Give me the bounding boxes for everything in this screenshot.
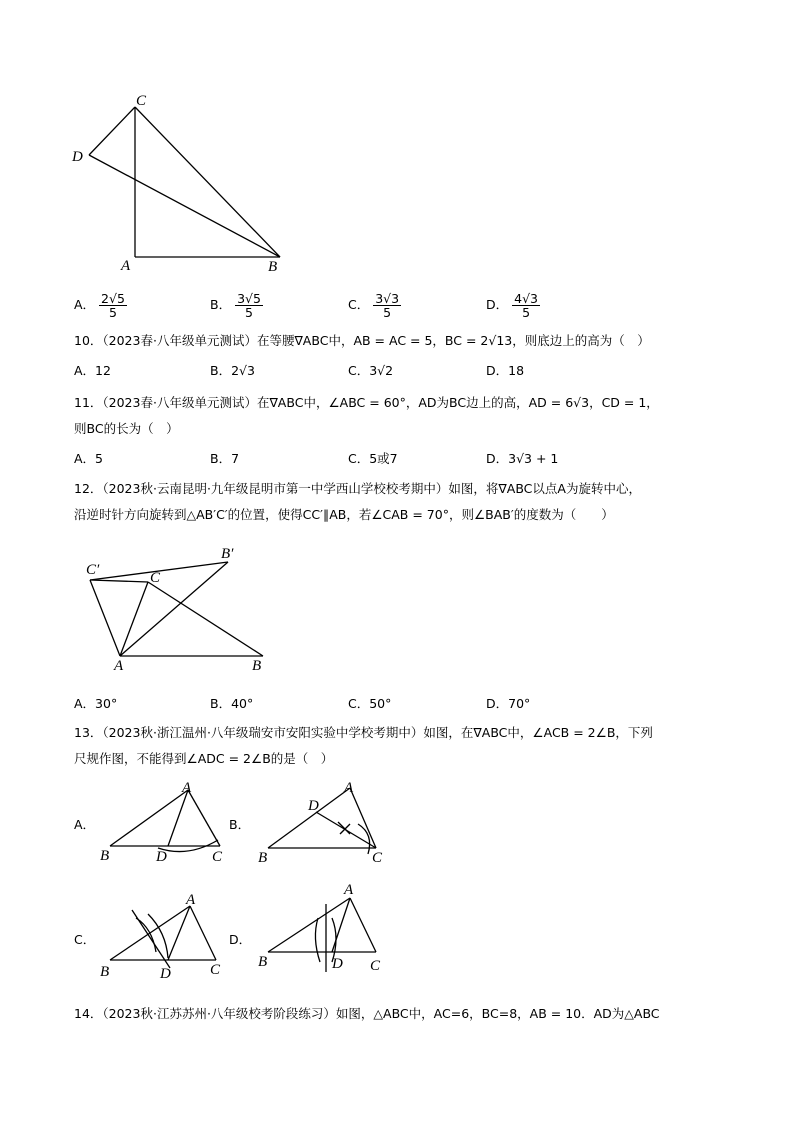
label-c: C (212, 849, 223, 865)
q9-option-a[interactable] (74, 292, 127, 319)
q9-option-d[interactable] (486, 292, 540, 319)
q12-stem-line1: 12．（2023秋·云南昆明·九年级昆明市第一中学西山学校校考期中）如图，将∇ABC以点A为旋转中心， (74, 481, 641, 496)
q9-option-b[interactable] (210, 292, 263, 319)
q9-option-c[interactable] (348, 292, 401, 319)
label-d: D (160, 966, 171, 982)
q13-option-d-letter[interactable]: D． (229, 932, 252, 947)
q9-option-d-letter: D． (486, 297, 509, 312)
label-b-prime: B′ (221, 546, 234, 562)
q12-option-d[interactable]: D．70° (486, 696, 531, 711)
label-c: C (372, 850, 383, 866)
q13-option-b-letter[interactable]: B． (229, 817, 251, 832)
label-a: A (186, 892, 196, 908)
label-c-prime: C′ (86, 562, 100, 578)
q13-option-c-letter[interactable]: C． (74, 932, 96, 947)
q9-option-b-letter: B． (210, 297, 232, 312)
q10-option-c[interactable]: C．3√2 (348, 363, 394, 378)
den: 5 (522, 305, 531, 320)
q9-option-b-frac (235, 292, 263, 319)
label-c: C (370, 958, 381, 974)
q13-stem-line2: 尺规作图，不能得到∠ADC = 2∠B的是（ ） (74, 751, 334, 766)
q12-stem-line2: 沿逆时针方向旋转到△AB′C′的位置，使得CC′∥AB，若∠CAB = 70°，则∠BAB′的度数为（ ） (74, 507, 614, 522)
q11-stem-line1: 11．（2023春·八年级单元测试）在∇ABC中，∠ABC = 60°，AD为BC边上的高，AD = 6√3，CD = 1， (74, 395, 659, 410)
q10-option-d[interactable]: D．18 (486, 363, 525, 378)
label-a: A (182, 780, 192, 796)
label-c: C (210, 962, 221, 978)
q9-option-c-frac (373, 292, 401, 319)
label-d: D (72, 149, 83, 165)
label-b: B (268, 259, 278, 275)
q9-option-a-frac (99, 292, 127, 319)
label-a: A (344, 780, 354, 796)
label-b: B (252, 658, 262, 674)
num: 3√5 (237, 291, 261, 306)
q12-option-c[interactable]: C．50° (348, 696, 392, 711)
q10-option-b[interactable]: B．2√3 (210, 363, 255, 378)
label-c: C (150, 570, 161, 586)
q13-stem-line1: 13．（2023秋·浙江温州·八年级瑞安市安阳实验中学校考期中）如图，在∇ABC中，∠ACB = 2∠B，下列 (74, 725, 653, 740)
q11-option-d[interactable]: D．3√3 + 1 (486, 451, 559, 466)
q12-option-a[interactable]: A．30° (74, 696, 118, 711)
q11-option-c[interactable]: C．5或7 (348, 451, 398, 466)
num: 2√5 (101, 291, 125, 306)
q13-figure-d[interactable] (254, 878, 394, 978)
q11-stem-line2: 则BC的长为（ ） (74, 421, 179, 436)
label-d: D (308, 798, 319, 814)
label-b: B (100, 964, 110, 980)
q11-option-b[interactable]: B．7 (210, 451, 240, 466)
q13-figure-a[interactable] (98, 776, 233, 868)
label-d: D (332, 956, 343, 972)
den: 5 (383, 305, 392, 320)
q13-figure-c[interactable] (96, 888, 236, 984)
den: 5 (245, 305, 253, 320)
den: 5 (109, 305, 117, 320)
q9-option-a-letter: A． (74, 297, 96, 312)
label-b: B (258, 850, 268, 866)
q12-option-b[interactable]: B．40° (210, 696, 254, 711)
label-b: B (258, 954, 268, 970)
q9-option-d-frac (512, 292, 540, 319)
label-c: C (136, 93, 147, 109)
figure-q9 (60, 85, 300, 280)
q11-option-a[interactable]: A．5 (74, 451, 104, 466)
q10-stem: 10．（2023春·八年级单元测试）在等腰∇ABC中，AB = AC = 5，BC = 2√13，则底边上的高为（ ） (74, 333, 650, 348)
label-a: A (121, 258, 131, 274)
q14-stem: 14．（2023秋·江苏苏州·八年级校考阶段练习）如图，△ABC中，AC=6，BC=8，AB = 10．AD为△ABC (74, 1006, 660, 1021)
num: 4√3 (514, 291, 538, 306)
label-d: D (156, 849, 167, 865)
q13-option-a-letter[interactable]: A． (74, 817, 96, 832)
label-a: A (114, 658, 124, 674)
num: 3√3 (375, 291, 400, 306)
figure-q12 (78, 540, 278, 675)
label-b: B (100, 848, 110, 864)
q13-figure-b[interactable] (254, 776, 394, 868)
label-a: A (344, 882, 354, 898)
q9-option-c-letter: C． (348, 297, 370, 312)
q10-option-a[interactable]: A．12 (74, 363, 111, 378)
